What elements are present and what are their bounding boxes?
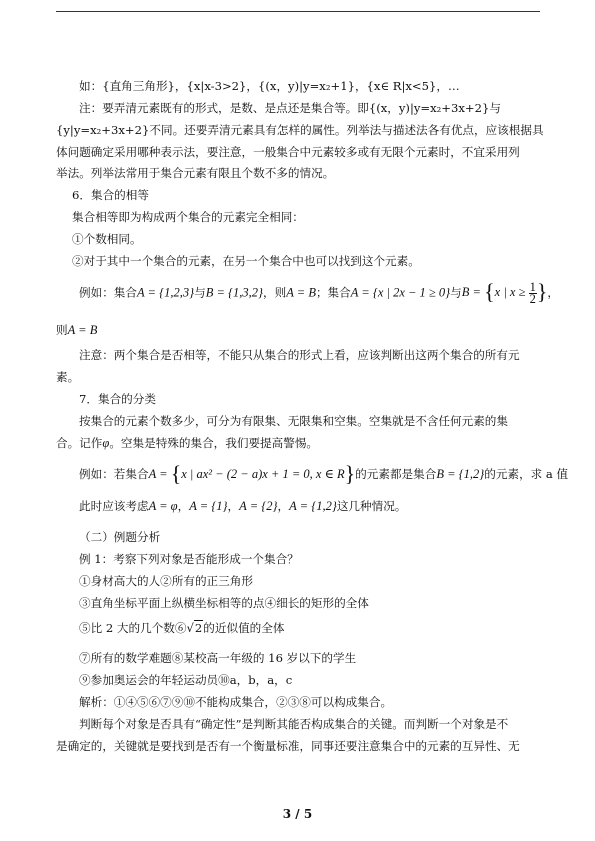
text-line: 解析：①④⑤⑥⑦⑨⑩不能构成集合，②③⑧可以构成集合。: [79, 695, 393, 709]
list-item: ①个数相同。: [72, 232, 142, 246]
sqrt-expression: [187, 620, 204, 635]
math-set: [148, 461, 356, 486]
math-set: B = {1,3,2}: [205, 285, 264, 300]
text-line: {y|y=x₂+3x+2}不同。还要弄清元素具有怎样的属性。列举法与描述法各有优点，应该根据具: [56, 123, 544, 137]
math-set: [461, 279, 548, 306]
text-line: 按集合的元素个数多少，可分为有限集、无限集和空集。空集就是不含任何元素的集: [79, 414, 508, 428]
example-line: [79, 279, 559, 306]
example-line: [79, 461, 569, 486]
sqrt-radicand: 2: [194, 621, 203, 635]
text-line: 素。: [56, 370, 80, 384]
punctuation: ，: [547, 285, 559, 300]
punctuation: ，: [227, 499, 240, 513]
brace-close: }: [536, 279, 548, 305]
brace-close: }: [344, 461, 356, 486]
math-text: x | ax² − (2 − a)x + 1 = 0, x ∈ R: [181, 467, 345, 481]
fraction: [529, 282, 537, 305]
section-heading: （二）例题分析: [79, 530, 161, 544]
brace-open: {: [170, 461, 182, 486]
text-line: 注：要弄清元素既有的形式，是数、是点还是集合等。即{(x，y)|y=x₂+3x+2}与: [79, 101, 501, 115]
text-line: [56, 435, 318, 451]
text-line: 体问题确定采用哪种表示法，要注意，一般集合中元素较多或有无限个元素时，不宜采用列: [56, 145, 520, 159]
connector-text: 与: [194, 285, 206, 300]
math-text: A =: [148, 467, 168, 481]
list-item: ⑦所有的数学难题⑧某校高一年级的 16 岁以下的学生: [79, 651, 357, 665]
math-case: A = {1,2}: [289, 499, 337, 513]
section-heading: 6．集合的相等: [72, 188, 149, 202]
connector-text: 的元素都是集合: [355, 467, 437, 481]
punctuation: ，: [277, 499, 290, 513]
math-set: B = {1,2}: [436, 467, 485, 481]
math-case: A = φ: [148, 499, 178, 513]
list-item: ⑨参加奥运会的年轻运动员⑩a，b，a，c: [79, 673, 293, 687]
text-line: 是确定的，关键就是要找到是否有一个衡量标准，同事还要注意集合中的元素的互异性、无: [56, 739, 520, 753]
math-text: x | x ≥: [494, 285, 526, 300]
page-number: 3 / 5: [282, 807, 313, 821]
header-rule: [56, 11, 540, 12]
list-item: ①身材高大的人②所有的正三角形: [79, 574, 253, 588]
text-fragment: 此时应该考虑: [79, 499, 149, 513]
connector-text: ，则: [263, 285, 287, 300]
list-item: [79, 620, 284, 636]
text-line: 注意：两个集合是否相等，不能只从集合的形式上看，应该判断出这两个集合的所有元: [79, 348, 520, 362]
fraction-numerator: 1: [529, 280, 536, 294]
math-set: A = {x | 2x − 1 ≥ 0}: [350, 285, 451, 300]
math-text: B =: [461, 285, 481, 300]
math-case: A = {1}: [189, 499, 228, 513]
text-fragment: 的近似值的全体: [203, 621, 285, 635]
punctuation: ，: [177, 499, 190, 513]
text-line: [56, 322, 97, 338]
connector-text: 与: [450, 285, 462, 300]
sqrt-symbol: √: [186, 621, 194, 635]
text-line: 举法。列举法常用于集合元素有限且个数不多的情况。: [56, 166, 335, 180]
fraction-denominator: 2: [529, 292, 536, 306]
brace-open: {: [484, 279, 495, 305]
text-fragment: 合。记作: [56, 436, 103, 450]
text-line: 集合相等即为构成两个集合的元素完全相同：: [72, 210, 304, 224]
text-fragment: 。空集是特殊的集合，我们要提高警惕。: [109, 436, 319, 450]
text-line: 判断每个对象是否具有“确定性”是判断其能否构成集合的关键。而判断一个对象是不: [79, 717, 509, 731]
text-fragment: 这几种情况。: [336, 499, 407, 513]
section-heading: 7．集合的分类: [79, 392, 156, 406]
math-equation: A = B: [286, 285, 316, 300]
list-item: ③直角坐标平面上纵横坐标相等的点④细长的矩形的全体: [79, 596, 369, 610]
math-symbol: φ: [102, 436, 110, 450]
text-line: 例 1：考察下列对象是否能形成一个集合？: [79, 552, 299, 566]
text-line: 如：{直角三角形}，{x|x-3>2}，{(x，y)|y=x₂+1}，{x∈ R|x<5}，…: [79, 79, 460, 93]
math-equation: A = B: [67, 323, 98, 337]
list-item: ②对于其中一个集合的元素，在另一个集合中也可以找到这个元素。: [72, 254, 420, 268]
example-prefix: 例如：若集合: [79, 467, 149, 481]
math-set: A = {1,2,3}: [136, 285, 195, 300]
connector-text: ；集合: [315, 285, 351, 300]
text-fragment: 的元素，求 a 值: [484, 467, 569, 481]
example-prefix: 例如：集合: [79, 285, 137, 300]
text-fragment: 则: [56, 323, 68, 337]
text-line: [79, 498, 406, 514]
math-case: A = {2}: [239, 499, 278, 513]
text-fragment: ⑤比 2 大的几个数⑥: [79, 621, 187, 635]
